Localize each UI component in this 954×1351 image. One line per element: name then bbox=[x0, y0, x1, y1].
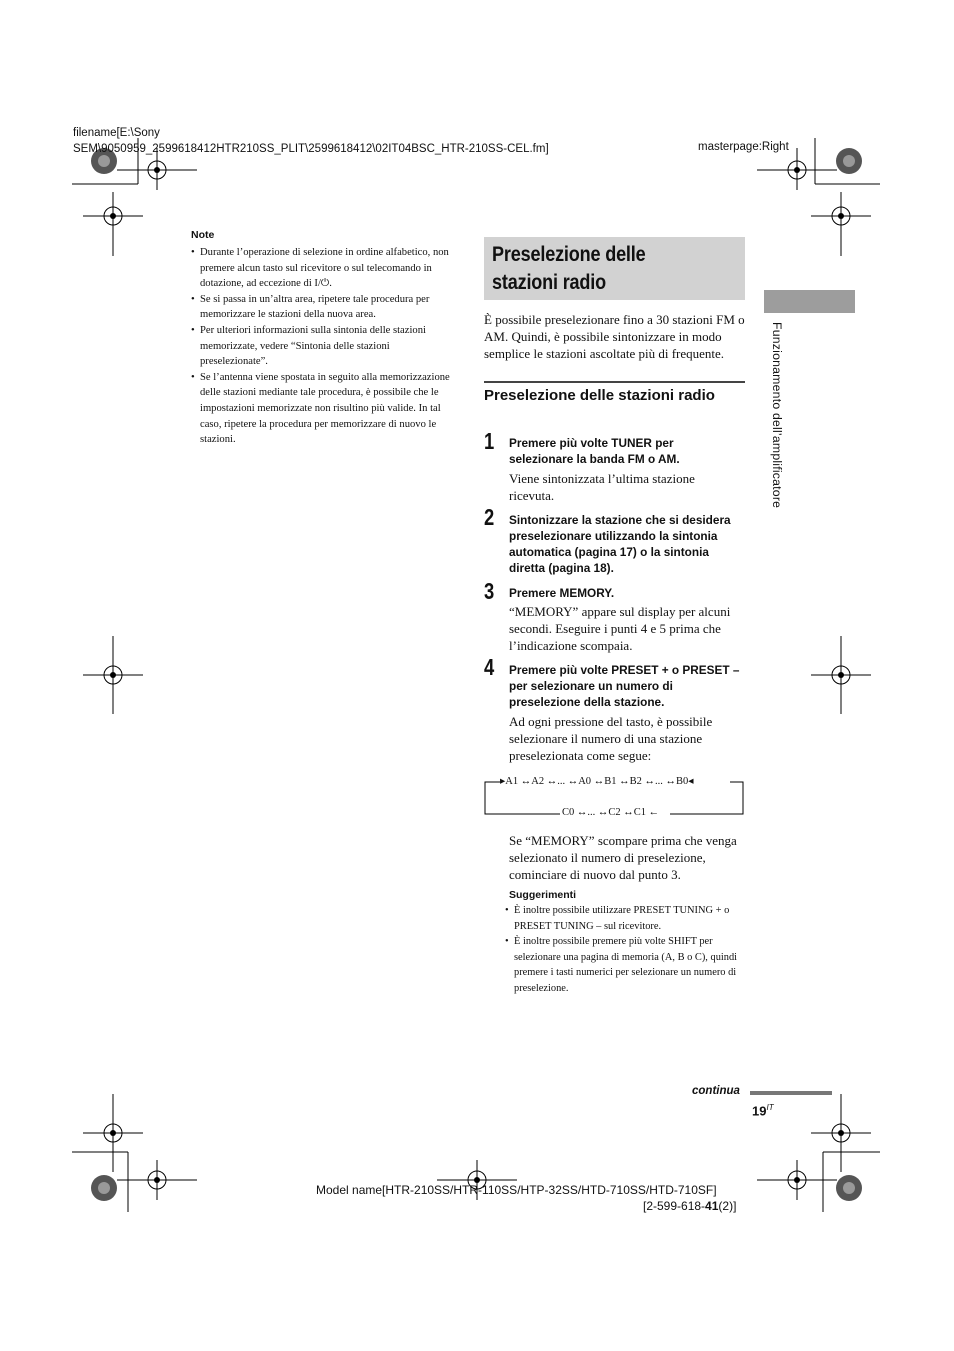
step-title: Premere MEMORY. bbox=[509, 586, 615, 600]
preset-label: A0 bbox=[578, 776, 592, 787]
note-title: Note bbox=[191, 229, 215, 241]
filename-line-1: filename[E:\Sony bbox=[73, 127, 160, 139]
preset-label: C1 bbox=[633, 807, 647, 818]
list-item: • È inoltre possibile premere più volte SHIFT per selezionare una pagina di memoria (A, B o C), quindi premere i tasti numerici per selezionare un numero di preselezione. bbox=[505, 934, 745, 996]
continua-label: continua bbox=[692, 1085, 740, 1097]
section-title: Preselezione delle stazioni radio bbox=[492, 243, 646, 294]
preset-label: B2 bbox=[629, 776, 642, 787]
preset-sequence-diagram bbox=[484, 772, 746, 818]
step-number: 1 bbox=[484, 428, 495, 454]
list-item: • Se si passa in un’altra area, ripetere tale procedura per memorizzare le stazioni della nuova area. bbox=[191, 292, 456, 323]
tips-title: Suggerimenti bbox=[509, 889, 577, 901]
note-block bbox=[191, 229, 456, 448]
preset-label: B1 bbox=[604, 776, 617, 787]
subsection-rule bbox=[484, 381, 745, 383]
step-number: 4 bbox=[484, 654, 495, 680]
tips-block bbox=[505, 889, 745, 997]
page-number bbox=[752, 1103, 774, 1118]
step-body: Viene sintonizzata l’ultima stazione ricevuta. bbox=[509, 471, 695, 503]
continua-bar bbox=[750, 1091, 832, 1095]
preset-label: ... bbox=[654, 776, 663, 787]
sequence-top-row: ▸A1 ↔A2 ↔... ↔A0 ↔B1 ↔B2 ↔... ↔B0◂ bbox=[500, 776, 694, 787]
preset-label: C2 bbox=[608, 807, 621, 818]
page-number-value: 19 bbox=[752, 1103, 767, 1119]
chapter-tab-label: Funzionamento dell’amplificatore bbox=[770, 322, 784, 509]
preset-label: ... bbox=[557, 776, 566, 787]
note-list bbox=[191, 245, 456, 448]
section-intro: È possibile preselezionare fino a 30 stazioni FM o AM. Quindi, è possibile sintonizzare in modo semplice le stazioni ascoltate più di frequente. bbox=[484, 312, 745, 361]
step-title: Premere più volte PRESET + o PRESET – per selezionare un numero di preselezione della stazione. bbox=[509, 663, 740, 709]
step-number: 3 bbox=[484, 578, 495, 604]
code-suffix: (2)] bbox=[718, 1199, 737, 1213]
preset-label: ... bbox=[587, 807, 596, 818]
model-name: Model name[HTR-210SS/HTR-110SS/HTP-32SS/HTD-710SS/HTD-710SF] bbox=[316, 1183, 717, 1197]
preset-label: A1 bbox=[505, 776, 519, 787]
preset-label: C0 bbox=[562, 807, 575, 818]
preset-label: A2 bbox=[531, 776, 545, 787]
step-body: “MEMORY” appare sul display per alcuni secondi. Eseguire i punti 4 e 5 prima che l’indicazione scompaia. bbox=[509, 604, 731, 653]
subsection-title: Preselezione delle stazioni radio bbox=[484, 387, 715, 404]
list-item: • Se l’antenna viene spostata in seguito alla memorizzazione delle stazioni mediante tale procedura, è possibile che le impostazioni memorizzate non risultino più valide. In tal caso, ripetere la procedura per memorizzare di nuovo le stazioni. bbox=[191, 370, 456, 448]
step-title: Premere più volte TUNER per selezionare la banda FM o AM. bbox=[509, 436, 680, 466]
sequence-bottom-row: C0 ↔... ↔C2 ↔C1 ← bbox=[562, 807, 660, 818]
tips-list bbox=[505, 903, 745, 997]
list-item: • Durante l’operazione di selezione in ordine alfabetico, non premere alcun tasto sul ricevitore o sul telecomando in dotazione, ad eccezione di I/⏻. bbox=[191, 245, 456, 292]
code-prefix: [2-599-618- bbox=[643, 1199, 706, 1213]
step-body: Ad ogni pressione del tasto, è possibile selezionare il numero di una stazione preselezionata come segue: bbox=[509, 714, 713, 763]
page-language: IT bbox=[766, 1103, 774, 1112]
preset-label: B0 bbox=[675, 776, 689, 787]
list-item: • È inoltre possibile utilizzare PRESET TUNING + o PRESET TUNING – sul ricevitore. bbox=[505, 903, 745, 934]
step-number: 2 bbox=[484, 504, 495, 530]
list-item: • Per ulteriori informazioni sulla sintonia delle stazioni memorizzate, vedere “Sintonia delle stazioni preselezionate”. bbox=[191, 323, 456, 370]
chapter-tab bbox=[764, 290, 855, 313]
after-sequence-text: Se “MEMORY” scompare prima che venga selezionato il numero di preselezione, cominciare di nuovo dal punto 3. bbox=[509, 833, 737, 882]
step-title: Sintonizzare la stazione che si desidera preselezionare utilizzando la sintonia automatica (pagina 17) o la sintonia diretta (pagina 18). bbox=[509, 513, 731, 575]
filename-line-2: SEM\9050959_2599618412HTR210SS_PLIT\2599618412\02IT04BSC_HTR-210SS-CEL.fm] bbox=[73, 143, 549, 155]
masterpage-label: masterpage:Right bbox=[698, 141, 789, 153]
document-code bbox=[643, 1199, 736, 1213]
filename-header bbox=[73, 125, 549, 157]
code-bold: 41 bbox=[705, 1199, 719, 1213]
